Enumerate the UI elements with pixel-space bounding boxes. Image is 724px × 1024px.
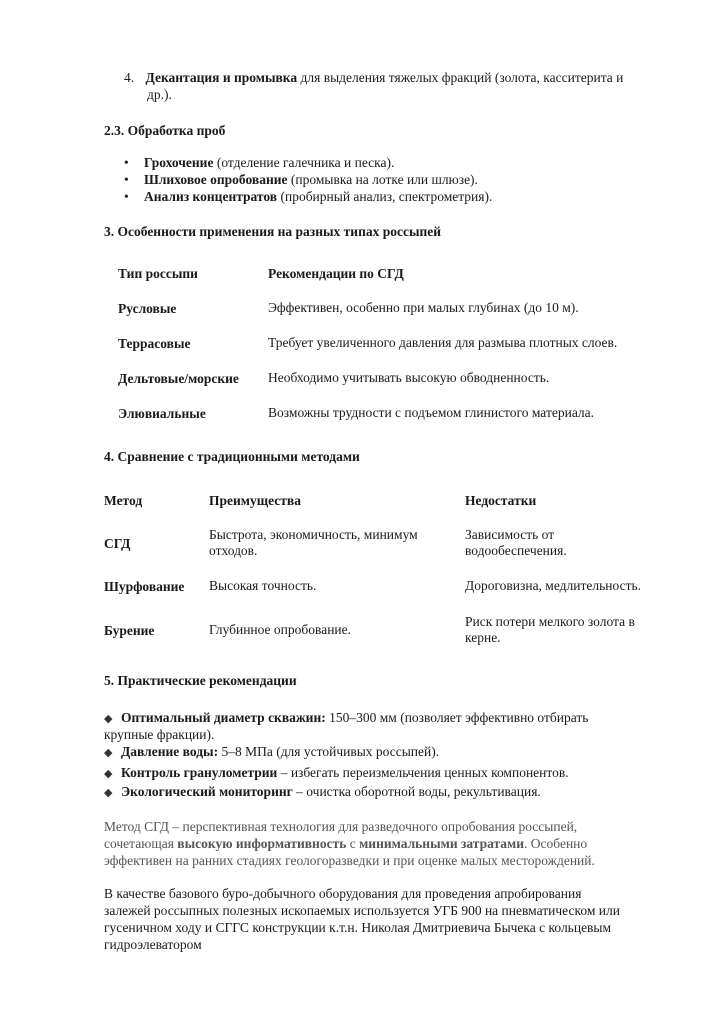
closing-line: залежей россыпных полезных ископаемых используется УГБ 900 на пневматическом или: [104, 903, 620, 918]
closing-line: В качестве базового буро-добычного оборудования для проведения апробирования: [104, 886, 582, 901]
recommendation-item: [104, 710, 588, 727]
item-rest: (промывка на лотке или шлюзе).: [287, 172, 478, 187]
item-rest: (отделение галечника и песка).: [213, 155, 395, 170]
text-run: с: [346, 836, 360, 851]
cell-line: Быстрота, экономичность, минимум: [209, 527, 418, 542]
recommendation-item: [104, 784, 541, 801]
table-cell: Элювиальные: [118, 406, 206, 421]
list-item: [124, 155, 394, 171]
diamond-bullet-icon: ◆: [104, 787, 113, 799]
table-header-cell: Тип россыпи: [118, 266, 198, 281]
numbered-item-4-cont: др.).: [147, 87, 172, 102]
table-cell: Возможны трудности с подъемом глинистого материала.: [268, 405, 595, 420]
bullet-icon: •: [124, 155, 129, 170]
section-heading-4: 4. Сравнение с традиционными методами: [104, 449, 360, 464]
table-cell: [209, 527, 418, 559]
diamond-bullet-icon: ◆: [104, 747, 113, 759]
table-cell: [465, 527, 567, 559]
item-rest: 5–8 МПа (для устойчивых россыпей).: [218, 744, 440, 759]
diamond-bullet-icon: ◆: [104, 768, 113, 780]
recommendation-item: [104, 765, 569, 782]
bullet-icon: •: [124, 189, 129, 204]
table-cell: Шурфование: [104, 579, 185, 594]
table-cell: Глубинное опробование.: [209, 622, 352, 637]
cell-line: водообеспечения.: [465, 543, 567, 558]
section-heading-2-3: 2.3. Обработка проб: [104, 123, 226, 138]
item-bold: Контроль гранулометрии: [121, 765, 278, 780]
text-run-bold: высокую информативность: [177, 836, 347, 851]
cell-line: Зависимость от: [465, 527, 555, 542]
table-header-cell: Недостатки: [465, 493, 537, 508]
table-header-cell: Преимущества: [209, 493, 301, 508]
item-rest: (пробирный анализ, спектрометрия).: [277, 189, 493, 204]
cell-line: Риск потери мелкого золота в: [465, 614, 635, 629]
item-bold: Грохочение: [144, 155, 214, 170]
table-cell: Требует увеличенного давления для размыва плотных слоев.: [268, 335, 618, 350]
diamond-bullet-icon: ◆: [104, 713, 113, 725]
item-bold: Оптимальный диаметр скважин:: [121, 710, 326, 725]
list-item: [124, 172, 478, 188]
table-header-cell: Рекомендации по СГД: [268, 266, 404, 281]
table-cell: СГД: [104, 536, 131, 551]
table-cell: Террасовые: [118, 336, 191, 351]
conclusion-line: Метод СГД – перспективная технология для разведочного опробования россыпей,: [104, 819, 578, 834]
item-bold: Декантация и промывка: [145, 70, 298, 85]
item-bold: Давление воды:: [121, 744, 219, 759]
conclusion-line: эффективен на ранних стадиях геологоразведки и при оценке малых месторождений.: [104, 853, 595, 868]
item-number: 4.: [124, 70, 135, 85]
table-cell: [465, 614, 635, 646]
closing-line: гусеничном ходу и СГГС конструкции к.т.н. Николая Дмитриевича Бычека с кольцевым: [104, 920, 612, 935]
list-item: [124, 189, 492, 205]
table-cell: Дельтовые/морские: [118, 371, 239, 386]
conclusion-line: [104, 836, 587, 852]
text-run: . Особенно: [524, 836, 588, 851]
item-bold: Шлиховое опробование: [144, 172, 288, 187]
item-rest: для выделения тяжелых фракций (золота, касситерита и: [297, 70, 624, 85]
text-run: сочетающая: [104, 836, 178, 851]
item-rest: – избегать переизмельчения ценных компонентов.: [277, 765, 569, 780]
item-rest: 150–300 мм (позволяет эффективно отбирать: [325, 710, 589, 725]
table-cell: Бурение: [104, 623, 155, 638]
item-rest: – очистка оборотной воды, рекультивация.: [292, 784, 541, 799]
bullet-icon: •: [124, 172, 129, 187]
item-bold: Анализ концентратов: [144, 189, 278, 204]
table-cell: Дороговизна, медлительность.: [465, 578, 642, 593]
recommendation-item: [104, 744, 439, 761]
item-bold: Экологический мониторинг: [121, 784, 293, 799]
numbered-item-4: [124, 70, 623, 86]
table-cell: Эффективен, особенно при малых глубинах (до 10 м).: [268, 300, 579, 315]
cell-line: отходов.: [209, 543, 258, 558]
table-cell: Русловые: [118, 301, 177, 316]
table-cell: Необходимо учитывать высокую обводненность.: [268, 370, 550, 385]
closing-line: гидроэлеватором: [104, 937, 202, 952]
table-cell: Высокая точность.: [209, 578, 317, 593]
section-heading-5: 5. Практические рекомендации: [104, 673, 297, 688]
table-header-cell: Метод: [104, 493, 143, 508]
text-run-bold: минимальными затратами: [359, 836, 525, 851]
recommendation-item-cont: крупные фракции).: [104, 727, 215, 742]
cell-line: керне.: [465, 630, 501, 645]
section-heading-3: 3. Особенности применения на разных типах россыпей: [104, 224, 442, 239]
